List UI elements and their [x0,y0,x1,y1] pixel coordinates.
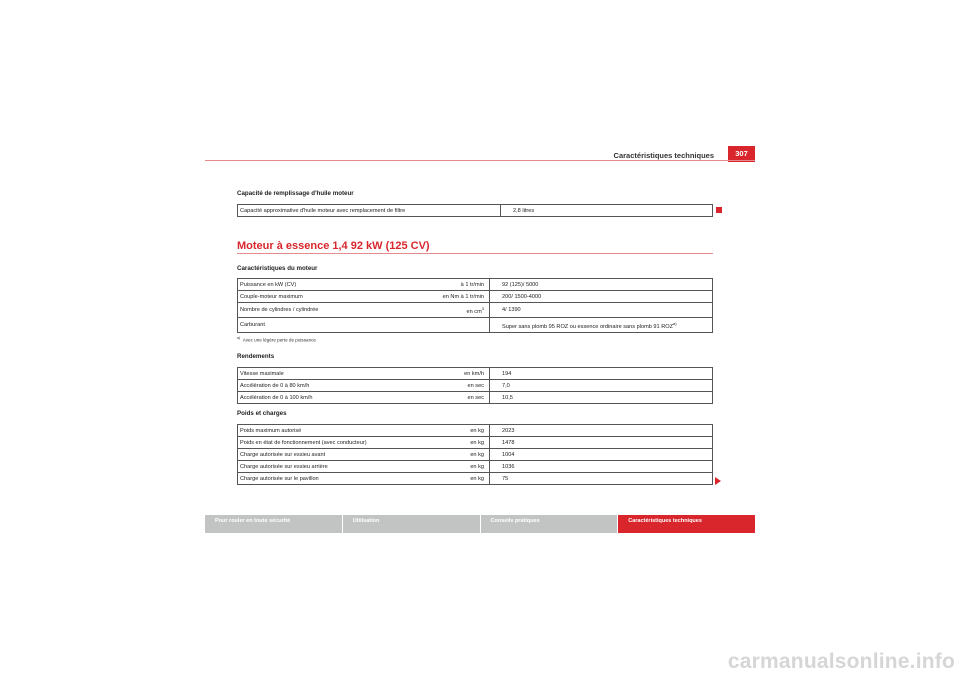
heading-divider [237,253,713,254]
row-value [490,318,713,333]
footnote-marker: a) [237,336,241,340]
performance-subtitle: Rendements [237,353,275,360]
unit-superscript: 3 [481,305,484,311]
tab-technical-data[interactable]: Caractéristiques techniques [618,515,755,533]
row-value: 1036 [490,461,713,473]
row-value: 1478 [490,437,713,449]
continue-arrow-icon[interactable] [715,477,721,485]
table-row [238,303,713,318]
row-label: Nombre de cylindres / cylindrée [238,303,393,318]
footnote-ref: a) [673,320,677,326]
row-label: Poids en état de fonctionnement (avec conducteur) [238,437,393,449]
row-value: 2023 [490,425,713,437]
tab-safety[interactable]: Pour rouler en toute sécurité [205,515,342,533]
row-unit: à 1 tr/min [392,279,490,291]
row-label: Accélération de 0 à 80 km/h [238,380,393,392]
oil-capacity-label: Capacité approximative d'huile moteur avec remplacement de filtre [238,205,501,217]
table-row [238,461,713,473]
weights-table [237,424,713,485]
row-unit: en kg [392,449,490,461]
header-title: Caractéristiques techniques [613,151,714,160]
engine-heading: Moteur à essence 1,4 92 kW (125 CV) [237,240,430,252]
row-label: Couple-moteur maximum [238,291,393,303]
row-label: Accélération de 0 à 100 km/h [238,392,393,404]
table-row [238,392,713,404]
row-unit: en sec [392,380,490,392]
table-row [238,279,713,291]
row-value: 92 (125)/ 5000 [490,279,713,291]
footnote [237,336,316,343]
row-label: Carburant [238,318,393,333]
row-value: 75 [490,473,713,485]
row-unit: en kg [392,437,490,449]
row-unit [392,303,490,318]
row-label: Poids maximum autorisé [238,425,393,437]
row-unit: en km/h [392,368,490,380]
header-divider [205,160,755,161]
footnote-text: Avec une légère perte de puissance [242,337,316,343]
table-row [238,425,713,437]
bottom-navigation [205,515,755,533]
oil-capacity-table [237,204,713,217]
row-value: 10,5 [490,392,713,404]
row-label: Charge autorisée sur essieu arrière [238,461,393,473]
row-value: 7,0 [490,380,713,392]
row-value: 200/ 1500-4000 [490,291,713,303]
engine-subtitle: Caractéristiques du moteur [237,265,318,272]
table-row [238,437,713,449]
row-unit: en kg [392,461,490,473]
table-row [238,449,713,461]
row-unit [392,318,490,333]
row-unit: en kg [392,425,490,437]
table-row [238,205,713,217]
row-unit: en kg [392,473,490,485]
row-value: 1004 [490,449,713,461]
row-label: Charge autorisée sur essieu avant [238,449,393,461]
oil-capacity-subtitle: Capacité de remplissage d'huile moteur [237,190,354,197]
weights-subtitle: Poids et charges [237,410,287,417]
table-row [238,473,713,485]
section-end-marker-icon [716,207,722,213]
page-number: 307 [728,146,755,162]
row-unit: en Nm à 1 tr/min [392,291,490,303]
table-row [238,318,713,333]
table-row [238,291,713,303]
fuel-text: Super sans plomb 95 ROZ ou essence ordinaire sans plomb 91 ROZ [502,323,674,330]
oil-capacity-value: 2,8 litres [501,205,713,217]
table-row [238,368,713,380]
row-value: 4/ 1390 [490,303,713,318]
watermark: carmanualsonline.info [727,650,955,673]
row-label: Puissance en kW (CV) [238,279,393,291]
row-label: Vitesse maximale [238,368,393,380]
unit-text: en cm [466,308,482,315]
row-value: 194 [490,368,713,380]
row-label: Charge autorisée sur le pavillon [238,473,393,485]
engine-table [237,278,713,333]
row-unit: en sec [392,392,490,404]
table-row [238,380,713,392]
performance-table [237,367,713,404]
tab-usage[interactable]: Utilisation [343,515,480,533]
tab-practical-tips[interactable]: Conseils pratiques [481,515,618,533]
